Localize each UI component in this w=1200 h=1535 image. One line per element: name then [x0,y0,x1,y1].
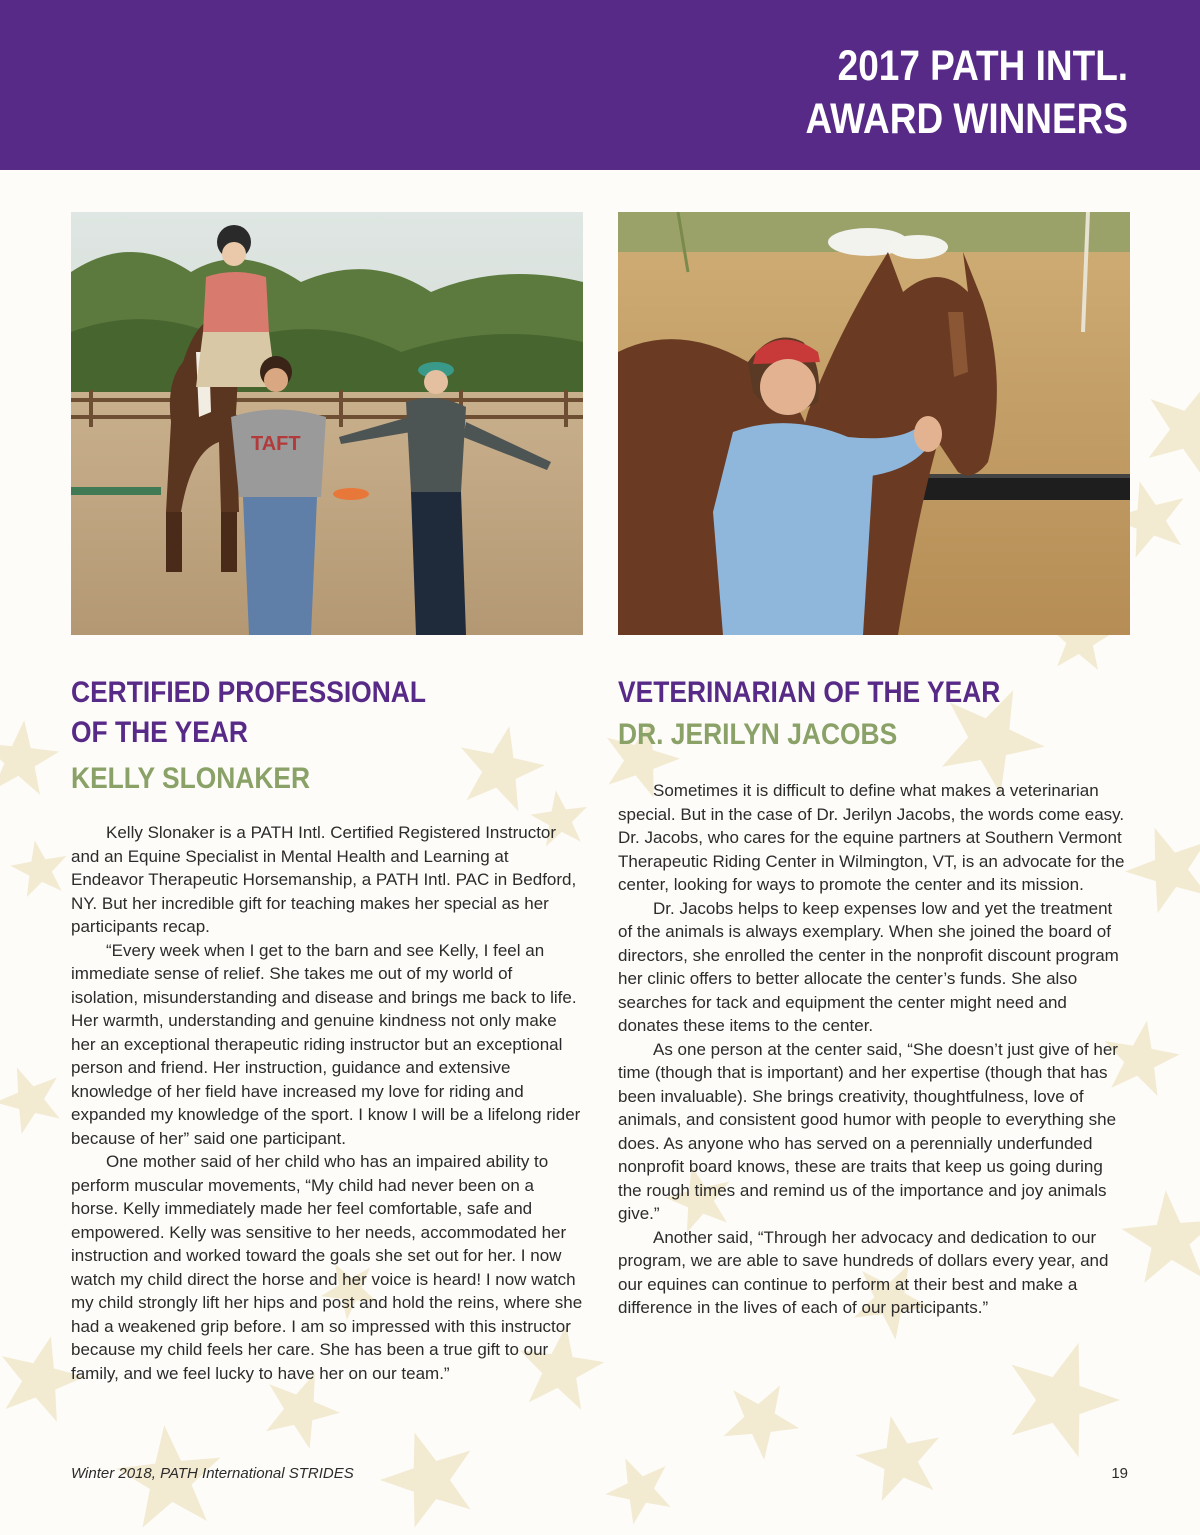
riding-lesson-photo [71,212,583,635]
page-title-line-2: AWARD WINNERS [805,95,1128,143]
header-banner [0,0,1200,170]
winner-name-kelly-slonaker: KELLY SLONAKER [71,762,311,795]
certified-professional-section [71,673,583,1385]
footer-issue: Winter 2018, PATH International STRIDES [71,1465,354,1482]
veterinarian-section [618,673,1130,1320]
paragraph: “Every week when I get to the barn and see Kelly, I feel an immediate sense of relief. She takes me out of my world of isolation, misunderstanding and disease and brings me back to life. Her warmth, understanding and genuine kindness not only make her an exceptional therapeutic riding instructor but an exceptional person and friend. Her instruction, guidance and extensive knowledge of her field have increased my love for riding and expanded my knowledge of the sport. I know I will be a lifelong rider because of her” said one participant. [71,940,581,1148]
award-heading-certified-professional [71,673,522,753]
paragraph: Dr. Jacobs helps to keep expenses low and yet the treatment of the animals is always exemplary. When she joined the board of directors, she enrolled the center in the nonprofit discount program her clinic offers to better allocate the center’s funds. She also searches for tack and equipment the center might need and donates these items to the center. [618,898,1119,1035]
paragraph: Sometimes it is difficult to define what makes a veterinarian special. But in the case of Dr. Jerilyn Jacobs, the words come easy. Dr. Jacobs, who cares for the equine partners at Southern Vermont Therapeutic Riding Center in Wilmington, VT, is an advocate for the center, looking for ways to promote the center and its mission. [618,781,1125,894]
page-number: 19 [1111,1465,1128,1482]
award-heading-line-1: CERTIFIED PROFESSIONAL [71,676,426,709]
veterinarian-horse-photo [618,212,1130,635]
paragraph: Another said, “Through her advocacy and dedication to our program, we are able to save hundreds of dollars every year, and our equines can continue to perform at their best and make a difference in the lives of each of our participants.” [618,1227,1109,1317]
paragraph: One mother said of her child who has an impaired ability to perform muscular movements, “My child had never been on a horse. Kelly immediately made her feel comfortable, safe and empowered. Kelly was sensitive to her needs, accommodated her instruction and worked toward the goals she set out for her. I now watch my child direct the horse and her voice is heard! I now watch my child strongly lift her hips and post and hold the reins, where she had a weakened grip before. I am so impressed with this instructor because my child feels her care. She has been a true gift to our family, and we feel lucky to have her on our team.” [71,1152,583,1383]
paragraph: Kelly Slonaker is a PATH Intl. Certified Registered Instructor and an Equine Specialist in Mental Health and Learning at Endeavor Therapeutic Horsemanship, a PATH Intl. PAC in Bedford, NY. But her incredible gift for teaching makes her special as her participants recap. [71,823,577,936]
page-title [805,40,1128,146]
taft-shirt-text: TAFT [251,433,301,455]
page-title-line-1: 2017 PATH INTL. [837,42,1128,90]
article-body-left [71,821,583,1385]
article-body-right [618,779,1130,1320]
paragraph: As one person at the center said, “She doesn’t just give of her time (though that is important) and her expertise (though that has been invaluable). She brings creativity, thoughtfulness, love of animals, and consistent good humor with people to everything she does. As anyone who has served on a perennially underfunded nonprofit board knows, these are traits that keep us going during the rough times and remind us of the importance and joy animals give.” [618,1039,1118,1223]
award-heading-line-2: OF THE YEAR [71,716,249,749]
award-heading-veterinarian: VETERINARIAN OF THE YEAR [618,676,1001,709]
winner-name-jerilyn-jacobs: DR. JERILYN JACOBS [618,718,898,751]
